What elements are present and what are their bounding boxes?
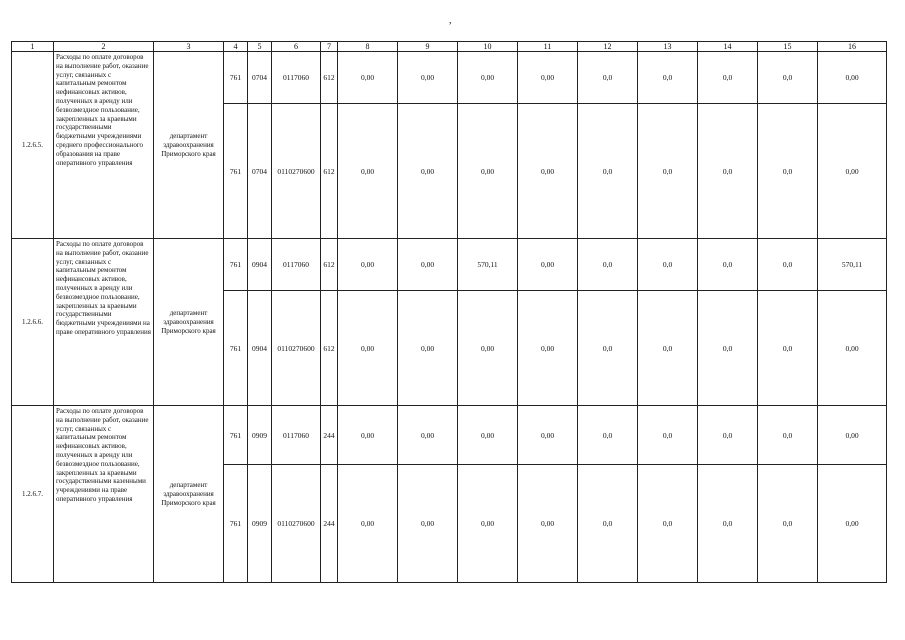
item-number: 1.2.6.5. [12, 52, 54, 239]
table-row [12, 406, 887, 465]
cell-c6: 0110270600 [272, 465, 321, 583]
cell-c15: 0,0 [758, 291, 818, 406]
cell-c14: 0,0 [698, 239, 758, 291]
cell-c11: 0,00 [518, 406, 578, 465]
cell-c10: 0,00 [458, 465, 518, 583]
cell-c8: 0,00 [338, 291, 398, 406]
column-header: 9 [398, 42, 458, 52]
cell-c8: 0,00 [338, 406, 398, 465]
cell-c5: 0704 [248, 104, 272, 239]
cell-c4: 761 [224, 291, 248, 406]
cell-c11: 0,00 [518, 52, 578, 104]
column-header: 14 [698, 42, 758, 52]
cell-c5: 0909 [248, 406, 272, 465]
cell-c5: 0904 [248, 239, 272, 291]
cell-c10: 0,00 [458, 104, 518, 239]
column-header: 8 [338, 42, 398, 52]
cell-c13: 0,0 [638, 239, 698, 291]
item-description: Расходы по оплате договоров на выполнение работ, оказание услуг, связанных с капитальным ремонтом нефинансовых активов, полученных в аренду или безвозмездное пользование, закрепленных за краевыми государственными казенными учреждениями на праве оперативного управления [54, 406, 154, 583]
cell-c12: 0,0 [578, 239, 638, 291]
cell-c8: 0,00 [338, 52, 398, 104]
cell-c5: 0704 [248, 52, 272, 104]
cell-c16: 0,00 [818, 465, 887, 583]
column-header: 4 [224, 42, 248, 52]
item-number: 1.2.6.7. [12, 406, 54, 583]
column-header: 11 [518, 42, 578, 52]
budget-table [11, 41, 887, 583]
item-executor: департамент здравоохранения Приморского края [154, 52, 224, 239]
column-header: 1 [12, 42, 54, 52]
cell-c7: 612 [321, 291, 338, 406]
cell-c9: 0,00 [398, 104, 458, 239]
column-number-row [12, 42, 887, 52]
cell-c16: 0,00 [818, 406, 887, 465]
cell-c10: 0,00 [458, 52, 518, 104]
cell-c4: 761 [224, 239, 248, 291]
cell-c9: 0,00 [398, 406, 458, 465]
column-header: 6 [272, 42, 321, 52]
cell-c14: 0,0 [698, 104, 758, 239]
cell-c7: 612 [321, 52, 338, 104]
cell-c6: 0117060 [272, 52, 321, 104]
item-executor: департамент здравоохранения Приморского края [154, 406, 224, 583]
cell-c16: 0,00 [818, 291, 887, 406]
cell-c13: 0,0 [638, 291, 698, 406]
cell-c12: 0,0 [578, 52, 638, 104]
item-executor: департамент здравоохранения Приморского края [154, 239, 224, 406]
table-row [12, 239, 887, 291]
cell-c4: 761 [224, 52, 248, 104]
cell-c5: 0904 [248, 291, 272, 406]
cell-c4: 761 [224, 104, 248, 239]
column-header: 12 [578, 42, 638, 52]
cell-c4: 761 [224, 406, 248, 465]
cell-c15: 0,0 [758, 239, 818, 291]
cell-c13: 0,0 [638, 465, 698, 583]
cell-c9: 0,00 [398, 291, 458, 406]
cell-c8: 0,00 [338, 239, 398, 291]
cell-c10: 0,00 [458, 291, 518, 406]
column-header: 13 [638, 42, 698, 52]
column-header: 15 [758, 42, 818, 52]
item-description: Расходы по оплате договоров на выполнение работ, оказание услуг, связанных с капитальным ремонтом нефинансовых активов, полученных в аренду или безвозмездное пользование, закрепленных за краевыми государственными бюджетными учреждениями среднего профессионального образования на праве оперативного управления [54, 52, 154, 239]
cell-c11: 0,00 [518, 239, 578, 291]
cell-c9: 0,00 [398, 52, 458, 104]
cell-c11: 0,00 [518, 465, 578, 583]
column-header: 16 [818, 42, 887, 52]
cell-c12: 0,0 [578, 291, 638, 406]
column-header: 7 [321, 42, 338, 52]
cell-c15: 0,0 [758, 104, 818, 239]
cell-c15: 0,0 [758, 406, 818, 465]
page-mark: , [449, 15, 452, 26]
cell-c10: 570,11 [458, 239, 518, 291]
cell-c7: 612 [321, 104, 338, 239]
cell-c11: 0,00 [518, 291, 578, 406]
cell-c7: 244 [321, 406, 338, 465]
cell-c15: 0,0 [758, 52, 818, 104]
column-header: 5 [248, 42, 272, 52]
column-header: 2 [54, 42, 154, 52]
cell-c15: 0,0 [758, 465, 818, 583]
cell-c16: 0,00 [818, 104, 887, 239]
cell-c7: 244 [321, 465, 338, 583]
cell-c13: 0,0 [638, 104, 698, 239]
cell-c9: 0,00 [398, 239, 458, 291]
column-header: 10 [458, 42, 518, 52]
cell-c6: 0117060 [272, 239, 321, 291]
cell-c7: 612 [321, 239, 338, 291]
cell-c12: 0,0 [578, 465, 638, 583]
cell-c13: 0,0 [638, 52, 698, 104]
cell-c14: 0,0 [698, 406, 758, 465]
cell-c16: 570,11 [818, 239, 887, 291]
cell-c13: 0,0 [638, 406, 698, 465]
cell-c9: 0,00 [398, 465, 458, 583]
cell-c4: 761 [224, 465, 248, 583]
table-row [12, 52, 887, 104]
cell-c6: 0117060 [272, 406, 321, 465]
cell-c14: 0,0 [698, 291, 758, 406]
cell-c14: 0,0 [698, 52, 758, 104]
cell-c6: 0110270600 [272, 291, 321, 406]
cell-c6: 0110270600 [272, 104, 321, 239]
cell-c11: 0,00 [518, 104, 578, 239]
cell-c12: 0,0 [578, 406, 638, 465]
cell-c8: 0,00 [338, 104, 398, 239]
item-number: 1.2.6.6. [12, 239, 54, 406]
column-header: 3 [154, 42, 224, 52]
cell-c12: 0,0 [578, 104, 638, 239]
item-description: Расходы по оплате договоров на выполнение работ, оказание услуг, связанных с капитальным ремонтом нефинансовых активов, полученных в аренду или безвозмездное пользование, закрепленных за краевыми государственными бюджетными учреждениями на праве оперативного управления [54, 239, 154, 406]
cell-c8: 0,00 [338, 465, 398, 583]
cell-c5: 0909 [248, 465, 272, 583]
cell-c14: 0,0 [698, 465, 758, 583]
cell-c16: 0,00 [818, 52, 887, 104]
cell-c10: 0,00 [458, 406, 518, 465]
